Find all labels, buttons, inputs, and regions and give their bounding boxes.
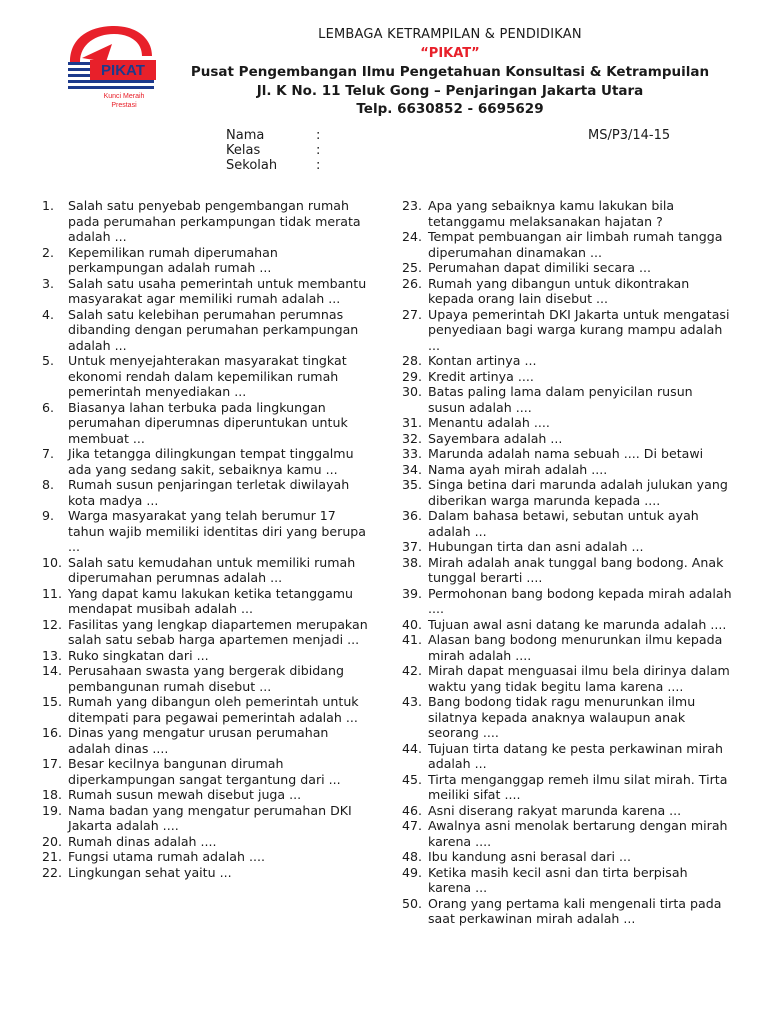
question-text: Rumah yang dibangun oleh pemerintah untuk ditempati para pegawai pemerintah adalah ...: [68, 694, 359, 725]
question-item: [42, 663, 372, 694]
question-list-left: [42, 198, 372, 880]
question-item: [402, 415, 732, 431]
question-number: 47.: [402, 818, 423, 833]
question-number: 44.: [402, 740, 423, 756]
question-text: Rumah yang dibangun untuk dikontrakan kepada orang lain disebut ...: [428, 275, 690, 306]
question-item: [42, 198, 372, 245]
question-text: Kepemilikan rumah diperumahan perkampungan adalah rumah ...: [68, 244, 278, 275]
question-number: 28.: [402, 353, 423, 368]
question-number: 22.: [42, 864, 63, 880]
question-item: [402, 865, 732, 896]
question-number: 25.: [402, 260, 423, 275]
question-number: 37.: [402, 539, 423, 554]
question-item: [42, 586, 372, 617]
institution-name: LEMBAGA KETRAMPILAN & PENDIDIKAN: [318, 27, 582, 42]
question-text: Rumah dinas adalah ....: [68, 833, 217, 849]
question-text: Mirah dapat menguasai ilmu bela dirinya dalam waktu yang tidak begitu lama karena ....: [428, 663, 730, 694]
question-text: Salah satu kelebihan perumahan perumnas dibanding dengan perumahan perkampungan adalah ...: [68, 306, 359, 353]
question-item: [42, 725, 372, 756]
question-number: 31.: [402, 415, 423, 430]
question-text: Apa yang sebaiknya kamu lakukan bila tetanggamu melaksanakan hajatan ?: [428, 198, 675, 229]
question-item: [42, 756, 372, 787]
document-code: MS/P3/14-15: [588, 128, 671, 143]
question-item: [402, 384, 732, 415]
question-number: 18.: [42, 787, 63, 802]
question-text: Jika tetangga dilingkungan tempat tinggalmu ada yang sedang sakit, sebaiknya kamu ...: [68, 446, 354, 477]
question-item: [42, 446, 372, 477]
question-item: [402, 632, 732, 663]
question-item: [42, 276, 372, 307]
question-number: 32.: [402, 430, 423, 446]
pikat-logo: [62, 22, 160, 114]
question-number: 42.: [402, 663, 423, 678]
question-item: [402, 229, 732, 260]
question-item: [42, 803, 372, 834]
question-item: [402, 694, 732, 741]
question-text: Tujuan tirta datang ke pesta perkawinan mirah adalah ...: [428, 740, 723, 771]
question-number: 30.: [402, 384, 423, 399]
question-number: 6.: [42, 399, 55, 415]
question-text: Tujuan awal asni datang ke marunda adalah ....: [428, 616, 727, 632]
svg-text:Kunci Meraih: Kunci Meraih: [103, 93, 145, 100]
question-item: [42, 245, 372, 276]
question-text: Yang dapat kamu lakukan ketika tetanggamu mendapat musibah adalah ...: [68, 585, 354, 616]
student-identity: [226, 128, 346, 173]
question-item: [42, 849, 372, 865]
question-number: 29.: [402, 368, 423, 384]
svg-text:Prestasi: Prestasi: [111, 102, 137, 109]
question-item: [402, 353, 732, 369]
question-item: [402, 586, 732, 617]
question-item: [42, 787, 372, 803]
question-text: Singa betina dari marunda adalah julukan yang diberikan warga marunda kepada ....: [428, 477, 728, 508]
question-item: [402, 555, 732, 586]
question-item: [402, 198, 732, 229]
question-number: 1.: [42, 198, 55, 213]
question-number: 4.: [42, 306, 55, 322]
question-item: [402, 663, 732, 694]
question-number: 49.: [402, 864, 423, 880]
question-number: 26.: [402, 275, 423, 291]
question-number: 13.: [42, 647, 63, 663]
question-number: 23.: [402, 198, 423, 213]
question-text: Kontan artinya ...: [428, 353, 537, 368]
question-item: [402, 276, 732, 307]
question-item: [42, 477, 372, 508]
question-item: [42, 555, 372, 586]
question-number: 11.: [42, 585, 63, 601]
question-text: Tempat pembuangan air limbah rumah tangga diperumahan dinamakan ...: [428, 229, 723, 260]
institution-subtitle: Pusat Pengembangan Ilmu Pengetahuan Konsultasi & Ketrampuilan: [190, 64, 710, 80]
question-number: 20.: [42, 833, 63, 849]
question-number: 19.: [42, 802, 63, 818]
question-text: Sayembara adalah ...: [428, 430, 563, 446]
question-text: Bang bodong tidak ragu menurunkan ilmu silatnya kepada anaknya walaupun anak seorang ....: [428, 694, 696, 740]
question-item: [42, 508, 372, 555]
question-item: [402, 260, 732, 276]
question-number: 34.: [402, 461, 423, 477]
question-text: Warga masyarakat yang telah berumur 17 tahun wajib memiliki identitas diri yang berupa ...: [68, 508, 367, 554]
question-text: Rumah susun mewah disebut juga ...: [68, 787, 302, 802]
question-item: [402, 462, 732, 478]
question-number: 21.: [42, 849, 63, 864]
question-text: Besar kecilnya bangunan dirumah diperkampungan sangat tergantung dari ...: [68, 756, 341, 787]
question-text: Rumah susun penjaringan terletak diwilayah kota madya ...: [68, 477, 350, 508]
question-text: Batas paling lama dalam penyicilan rusun susun adalah ....: [428, 384, 693, 415]
question-number: 39.: [402, 585, 423, 601]
question-text: Ibu kandung asni berasal dari ...: [428, 849, 632, 864]
question-text: Marunda adalah nama sebuah .... Di betawi: [428, 446, 704, 461]
question-number: 36.: [402, 508, 423, 523]
question-text: Ruko singkatan dari ...: [68, 647, 209, 663]
question-item: [402, 307, 732, 354]
question-item: [42, 400, 372, 447]
question-number: 24.: [402, 229, 423, 244]
question-number: 27.: [402, 306, 423, 322]
question-text: Perusahaan swasta yang bergerak dibidang pembangunan rumah disebut ...: [68, 663, 344, 694]
question-text: Nama ayah mirah adalah ....: [428, 461, 608, 477]
question-item: [402, 617, 732, 633]
question-item: [42, 865, 372, 881]
question-text: Permohonan bang bodong kepada mirah adalah ....: [428, 585, 732, 616]
question-item: [42, 694, 372, 725]
question-number: 43.: [402, 694, 423, 709]
question-text: Awalnya asni menolak bertarung dengan mirah karena ....: [428, 818, 728, 849]
question-item: [42, 353, 372, 400]
question-number: 3.: [42, 275, 55, 291]
question-number: 48.: [402, 849, 423, 864]
question-number: 5.: [42, 353, 55, 368]
question-number: 2.: [42, 244, 55, 260]
question-text: Ketika masih kecil asni dan tirta berpisah karena ...: [428, 864, 688, 895]
question-item: [42, 617, 372, 648]
question-text: Nama badan yang mengatur perumahan DKI Jakarta adalah ....: [68, 802, 352, 833]
question-number: 40.: [402, 616, 423, 632]
question-item: [402, 369, 732, 385]
question-number: 9.: [42, 508, 55, 523]
question-item: [402, 539, 732, 555]
question-text: Lingkungan sehat yaitu ...: [68, 864, 232, 880]
letterhead: [160, 26, 740, 119]
question-item: [402, 849, 732, 865]
question-item: [42, 648, 372, 664]
question-text: Salah satu kemudahan untuk memiliki rumah diperumahan perumnas adalah ...: [68, 554, 356, 585]
question-text: Dalam bahasa betawi, sebutan untuk ayah adalah ...: [428, 508, 699, 539]
identity-row-name: Nama :: [226, 128, 321, 143]
question-number: 10.: [42, 554, 63, 570]
question-number: 8.: [42, 477, 55, 492]
question-text: Kredit artinya ....: [428, 368, 534, 384]
institution-address: Jl. K No. 11 Teluk Gong – Penjaringan Jakarta Utara: [256, 82, 644, 99]
question-item: [402, 818, 732, 849]
question-number: 50.: [402, 895, 423, 911]
question-text: Menantu adalah ....: [428, 415, 550, 430]
question-text: Alasan bang bodong menurunkan ilmu kepada mirah adalah ....: [428, 632, 723, 663]
question-item: [402, 741, 732, 772]
svg-text:PIKAT: PIKAT: [101, 62, 145, 79]
question-text: Fungsi utama rumah adalah ....: [68, 849, 265, 864]
question-item: [402, 772, 732, 803]
question-item: [42, 834, 372, 850]
question-number: 38.: [402, 554, 423, 570]
question-number: 7.: [42, 446, 55, 461]
question-text: Fasilitas yang lengkap diapartemen merupakan salah satu sebab harga apartemen menjadi ...: [68, 616, 368, 647]
question-number: 46.: [402, 802, 423, 818]
question-item: [402, 896, 732, 927]
question-text: Hubungan tirta dan asni adalah ...: [428, 539, 644, 554]
question-number: 16.: [42, 725, 63, 740]
question-text: Dinas yang mengatur urusan perumahan adalah dinas ....: [68, 725, 329, 756]
question-number: 17.: [42, 756, 63, 771]
question-item: [402, 431, 732, 447]
question-text: Mirah adalah anak tunggal bang bodong. Anak tunggal berarti ....: [428, 554, 724, 585]
question-text: Perumahan dapat dimiliki secara ...: [428, 260, 651, 275]
question-item: [402, 803, 732, 819]
question-list-right: [402, 198, 732, 927]
institution-brand: “PIKAT”: [420, 45, 480, 61]
question-number: 33.: [402, 446, 423, 461]
question-text: Orang yang pertama kali mengenali tirta pada saat perkawinan mirah adalah ...: [428, 895, 722, 926]
identity-row-class: Kelas :: [226, 143, 321, 158]
question-number: 15.: [42, 694, 63, 709]
question-text: Biasanya lahan terbuka pada lingkungan perumahan diperumnas diperuntukan untuk membuat ...: [68, 399, 348, 446]
question-text: Salah satu usaha pemerintah untuk membantu masyarakat agar memiliki rumah adalah ...: [68, 275, 367, 306]
question-item: [402, 508, 732, 539]
question-number: 12.: [42, 616, 63, 632]
question-text: Tirta menganggap remeh ilmu silat mirah. Tirta meiliki sifat ....: [428, 771, 728, 802]
question-text: Upaya pemerintah DKI Jakarta untuk mengatasi penyediaan bagi warga kurang mampu adalah ...: [428, 306, 730, 353]
question-number: 14.: [42, 663, 63, 678]
question-text: Salah satu penyebab pengembangan rumah pada perumahan perkampungan tidak merata adalah ...: [68, 198, 361, 244]
question-number: 41.: [402, 632, 423, 647]
question-number: 35.: [402, 477, 423, 492]
question-item: [402, 477, 732, 508]
institution-phone: Telp. 6630852 - 6695629: [356, 101, 544, 117]
question-item: [42, 307, 372, 354]
question-item: [402, 446, 732, 462]
question-text: Untuk menyejahterakan masyarakat tingkat ekonomi rendah dalam kepemilikan rumah pemerintah menyediakan ...: [68, 353, 347, 399]
question-text: Asni diserang rakyat marunda karena ...: [428, 802, 682, 818]
question-number: 45.: [402, 771, 423, 787]
identity-row-school: Sekolah :: [226, 158, 321, 173]
